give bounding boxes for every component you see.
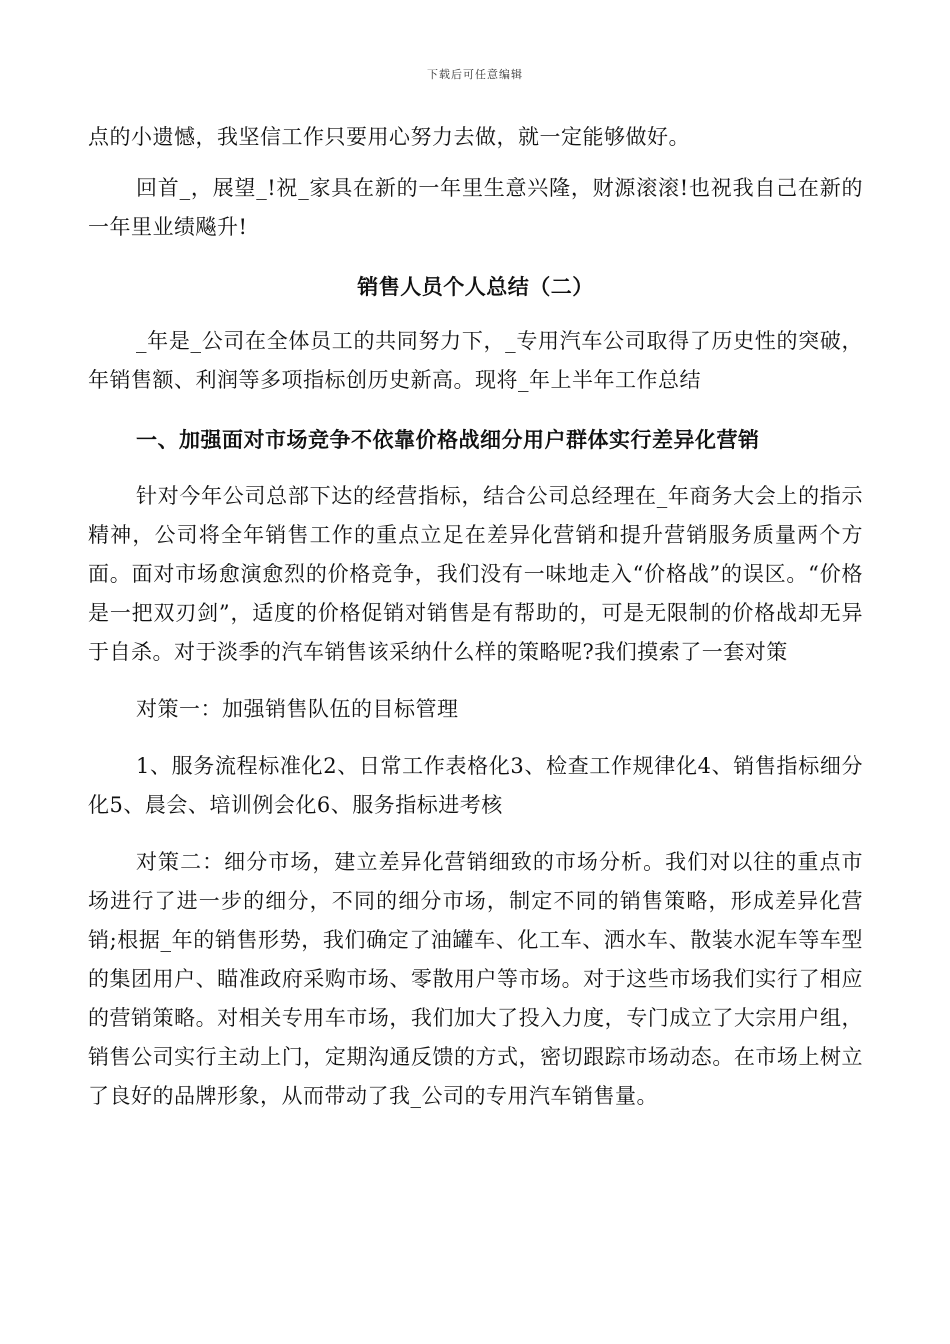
paragraph-intro: _年是_公司在全体员工的共同努力下，_专用汽车公司取得了历史性的突破，年销售额、利润等多项指标创历史新高。现将_年上半年工作总结 bbox=[88, 329, 863, 392]
heading-one: 一、加强面对市场竞争不依靠价格战细分用户群体实行差异化营销 bbox=[136, 427, 760, 452]
paragraph-measure-one-items: 1、服务流程标准化2、日常工作表格化3、检查工作规律化4、销售指标细分化5、晨会、培训例会化6、服务指标进考核 bbox=[88, 754, 863, 817]
section-title: 销售人员个人总结（二） bbox=[357, 274, 594, 299]
paragraph-strategy-overview: 针对今年公司总部下达的经营指标，结合公司总经理在_年商务大会上的指示精神，公司将全年销售工作的重点立足在差异化营销和提升营销服务质量两个方面。面对市场愈演愈烈的价格竞争，我们没有一味地走入“价格战”的误区。“价格是一把双刃剑”，适度的价格促销对销售是有帮助的，可是无限制的价格战却无异于自杀。对于淡季的汽车销售该采纳什么样的策略呢?我们摸索了一套对策 bbox=[88, 484, 863, 664]
paragraph-measure-one: 对策一：加强销售队伍的目标管理 bbox=[136, 697, 459, 721]
paragraph-continuation: 点的小遗憾，我坚信工作只要用心努力去做，就一定能够做好。 bbox=[88, 125, 690, 149]
paragraph-closing-wishes: 回首_，展望_!祝_家具在新的一年里生意兴隆，财源滚滚!也祝我自己在新的一年里业绩飚升! bbox=[88, 176, 863, 239]
paragraph-measure-two: 对策二：细分市场，建立差异化营销细致的市场分析。我们对以往的重点市场进行了进一步的细分，不同的细分市场，制定不同的销售策略，形成差异化营销;根据_年的销售形势，我们确定了油罐车、化工车、洒水车、散装水泥车等车型的集团用户、瞄准政府采购市场、零散用户等市场。对于这些市场我们实行了相应的营销策略。对相关专用车市场，我们加大了投入力度，专门成立了大宗用户组，销售公司实行主动上门，定期沟通反馈的方式，密切跟踪市场动态。在市场上树立了良好的品牌形象，从而带动了我_公司的专用汽车销售量。 bbox=[88, 850, 863, 1108]
header-note: 下载后可任意编辑 bbox=[427, 68, 523, 81]
document-body bbox=[88, 118, 863, 1116]
